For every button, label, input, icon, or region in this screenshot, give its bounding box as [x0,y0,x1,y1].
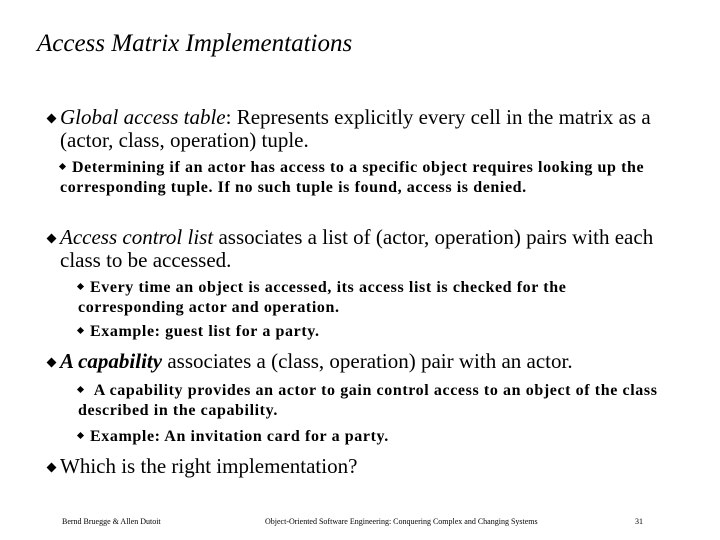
diamond-bullet-icon [47,234,57,244]
bullet-question [60,455,660,478]
sub-bullet-text: A capability provides an actor to gain control access to an object of the class described in the capability. [78,382,658,419]
sub-bullet [78,381,678,421]
bullet-lead: Global access table [60,105,226,129]
diamond-bullet-icon [47,463,57,473]
diamond-sub-bullet-icon [77,386,84,393]
bullet-global-access-table [60,106,660,152]
bullet-text: associates a list of (actor, operation) pairs with each class to be accessed. [60,225,654,272]
diamond-sub-bullet-icon [77,327,84,334]
bullet-lead: Access control list [60,225,214,249]
sub-bullet [78,427,698,447]
diamond-sub-bullet-icon [59,163,66,170]
sub-bullet-text: Example: An invitation card for a party. [90,428,389,445]
sub-bullet [78,322,698,342]
sub-bullet-text: Example: guest list for a party. [90,323,320,340]
diamond-sub-bullet-icon [77,283,84,290]
bullet-access-control-list [60,226,660,272]
diamond-bullet-icon [47,358,57,368]
sub-bullet [78,278,668,318]
footer-author: Bernd Bruegge & Allen Dutoit [62,517,161,526]
slide-title: Access Matrix Implementations [37,30,353,57]
bullet-lead: A capability [60,349,163,373]
bullet-text: Which is the right implementation? [60,454,358,478]
footer-book-title: Object-Oriented Software Engineering: Conquering Complex and Changing Systems [265,517,538,526]
sub-bullet-text: Every time an object is accessed, its access list is checked for the corresponding actor and operation. [78,279,567,316]
bullet-capability [60,350,660,373]
diamond-bullet-icon [47,114,57,124]
diamond-sub-bullet-icon [77,432,84,439]
sub-bullet [60,158,680,198]
footer-page-number: 31 [635,517,643,526]
sub-bullet-text: Determining if an actor has access to a specific object requires looking up the corresponding tuple. If no such tuple is found, access is denied. [60,159,645,196]
bullet-text: associates a (class, operation) pair with an actor. [162,349,573,373]
bullet-text: : Represents explicitly every cell in the matrix as a (actor, class, operation) tuple. [60,105,651,152]
